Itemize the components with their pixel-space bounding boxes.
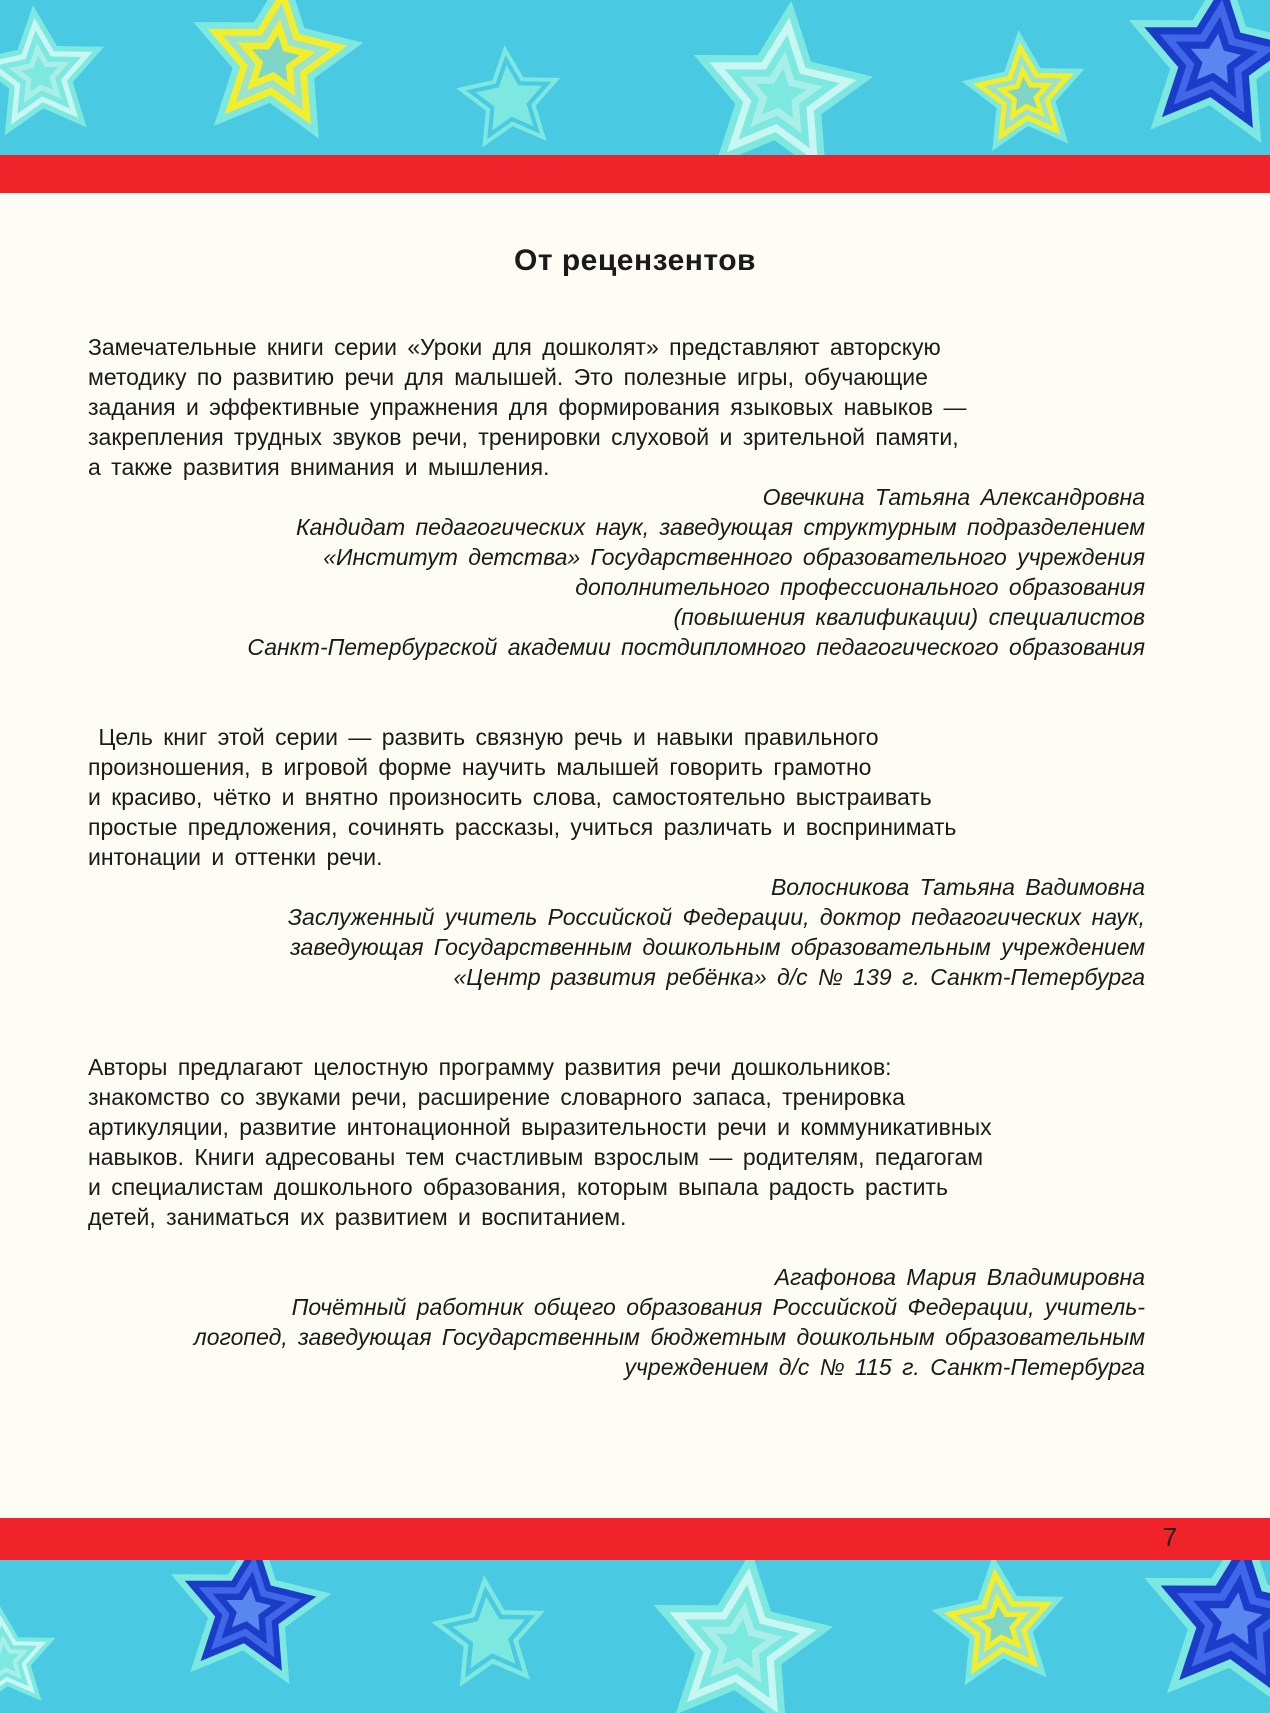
review-paragraph [88, 722, 1145, 872]
star-icon [171, 1560, 332, 1684]
text-line: и красиво, чётко и внятно произносить слова, самостоятельно выстраивать [88, 784, 932, 810]
text-line: а также развития внимания и мышления. [88, 454, 550, 480]
star-icon [1129, 0, 1270, 143]
text-line: Цель книг этой серии — развить связную речь и навыки правильного [88, 724, 879, 750]
text-line: Авторы предлагают целостную программу развития речи дошкольников: [88, 1054, 892, 1080]
text-line: артикуляции, развитие интонационной выразительности речи и коммуникативных [88, 1114, 992, 1140]
stars-pattern-icon [0, 0, 1270, 155]
bottom-stars-band [0, 1560, 1270, 1713]
reviewer-credentials-line: Почётный работник общего образования Российской Федерации, учитель- [291, 1294, 1145, 1320]
reviewer-credentials-line: «Институт детства» Государственного образовательного учреждения [323, 544, 1145, 570]
text-line: знакомство со звуками речи, расширение словарного запаса, тренировка [88, 1084, 905, 1110]
top-stars-band [0, 0, 1270, 155]
reviewer-signature [88, 1262, 1145, 1382]
reviewer-credentials-line: дополнительного профессионального образования [575, 574, 1145, 600]
reviewer-credentials-line: учреждением д/с № 115 г. Санкт-Петербурга [624, 1354, 1145, 1380]
top-red-stripe [0, 155, 1270, 193]
reviewer-name: Волосникова Татьяна Вадимовна [770, 874, 1145, 900]
star-icon [932, 1560, 1065, 1686]
reviewer-credentials-line: логопед, заведующая Государственным бюджетным дошкольным образовательным [193, 1324, 1145, 1350]
reviewer-credentials-line: «Центр развития ребёнка» д/с № 139 г. Санкт-Петербурга [453, 964, 1145, 990]
text-line: детей, заниматься их развитием и воспитанием. [88, 1204, 627, 1230]
text-line: задания и эффективные упражнения для формирования языковых навыков — [88, 394, 967, 420]
reviewer-credentials-line: Заслуженный учитель Российской Федерации, доктор педагогических наук, [287, 904, 1145, 930]
text-line: простые предложения, сочинять рассказы, учиться различать и воспринимать [88, 814, 957, 840]
reviewer-credentials-line: Кандидат педагогических наук, заведующая структурным подразделением [295, 514, 1145, 540]
star-icon [1144, 1560, 1270, 1707]
star-icon [694, 1, 873, 155]
star-icon [962, 30, 1085, 151]
star-icon [193, 0, 363, 139]
reviewer-signature [88, 482, 1145, 662]
text-line: интонации и оттенки речи. [88, 844, 383, 870]
star-icon [0, 5, 104, 135]
reviewer-credentials-line: Санкт-Петербургской академии постдипломного педагогического образования [247, 634, 1145, 660]
bottom-red-stripe [0, 1518, 1270, 1560]
text-line: методику по развитию речи для малышей. Это полезные игры, обучающие [88, 364, 928, 390]
reviewer-name: Агафонова Мария Владимировна [774, 1264, 1145, 1290]
review-block-1 [88, 332, 1145, 662]
reviewer-credentials-line: (повышения квалификации) специалистов [673, 604, 1145, 630]
page-title: От рецензентов [513, 244, 756, 277]
review-block-2 [88, 722, 1145, 992]
text-line: закрепления трудных звуков речи, тренировки слуховой и зрительной памяти, [88, 424, 959, 450]
star-icon [654, 1560, 833, 1713]
star-icon [456, 45, 560, 147]
review-paragraph [88, 1052, 1145, 1232]
reviewer-signature [88, 872, 1145, 992]
star-icon [431, 1575, 545, 1687]
reviewer-name: Овечкина Татьяна Александровна [762, 484, 1145, 510]
text-line: произношения, в игровой форме научить малышей говорить грамотно [88, 754, 872, 780]
text-line: навыков. Книги адресованы тем счастливым взрослым — родителям, педагогам [88, 1144, 984, 1170]
stars-pattern-icon [0, 1560, 1270, 1713]
review-block-3 [88, 1052, 1145, 1382]
review-paragraph [88, 332, 1145, 482]
text-line: и специалистам дошкольного образования, которым выпала радость растить [88, 1174, 948, 1200]
star-icon [0, 1605, 55, 1707]
reviewer-credentials-line: заведующая Государственным дошкольным образовательным учреждением [290, 934, 1145, 960]
text-line: Замечательные книги серии «Уроки для дошколят» представляют авторскую [88, 334, 941, 360]
page-number: 7 [1162, 1522, 1178, 1552]
